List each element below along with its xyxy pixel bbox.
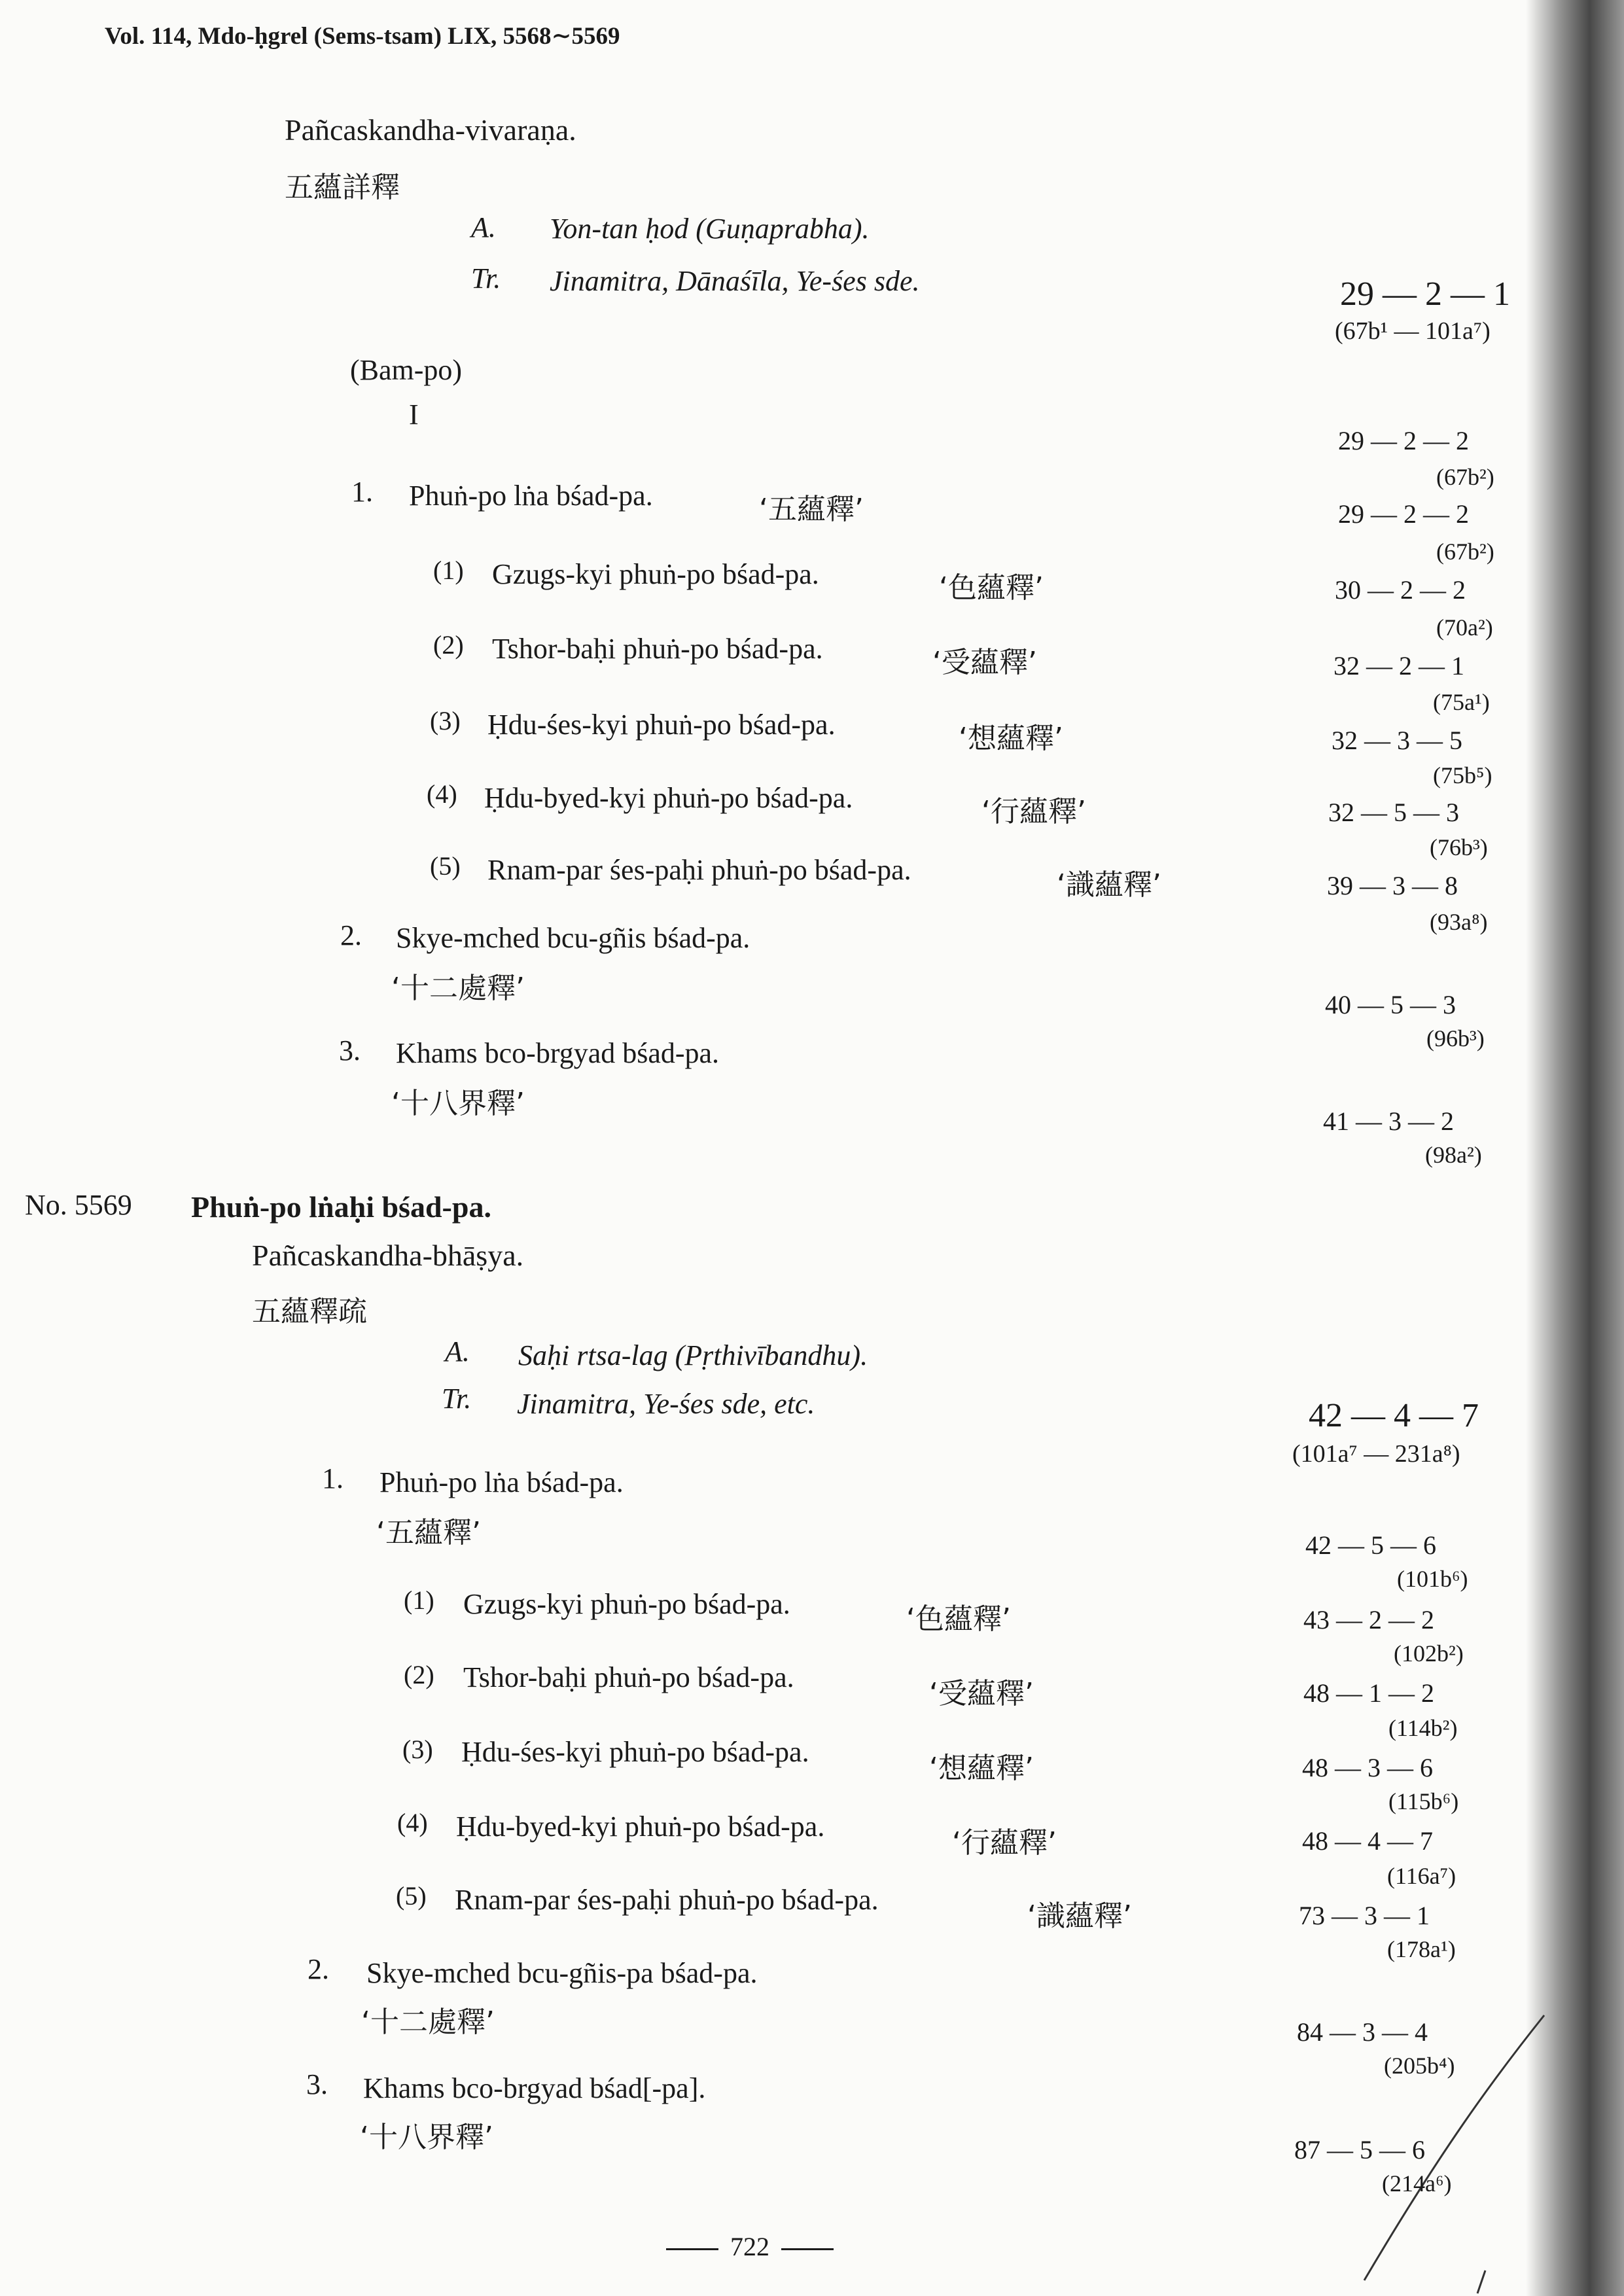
item-location: 41 — 3 — 2	[1323, 1106, 1454, 1136]
item-chinese: ‘五蘊釋’	[759, 493, 864, 526]
translator-label: Tr.	[442, 1383, 472, 1415]
item-chinese: ‘十二處釋’	[361, 2005, 495, 2039]
item-location: 32 — 2 — 1	[1333, 651, 1464, 680]
item-location: 29 — 2 — 2	[1338, 499, 1469, 529]
item-number: 2.	[340, 919, 362, 951]
item-title: Tshor-baḥi phuṅ-po bśad-pa.	[463, 1661, 794, 1693]
item-location: 32 — 3 — 5	[1332, 726, 1462, 755]
item-folio: (96b³)	[1426, 1025, 1485, 1051]
entry-number: No. 5569	[25, 1189, 132, 1221]
item-location: 40 — 5 — 3	[1325, 990, 1456, 1019]
item-location: 30 — 2 — 2	[1335, 575, 1466, 605]
item-folio: (75a¹)	[1433, 689, 1490, 715]
item-chinese: ‘十八界釋’	[360, 2121, 493, 2154]
chinese-title: 五蘊釋疏	[252, 1295, 367, 1328]
item-title: Ḥdu-śes-kyi phuṅ-po bśad-pa.	[487, 709, 836, 741]
item-title: Skye-mched bcu-gñis bśad-pa.	[396, 922, 750, 954]
running-header: Vol. 114, Mdo-ḥgrel (Sems-tsam) LIX, 5568∼5569	[105, 23, 620, 50]
item-chinese: ‘色蘊釋’	[939, 571, 1044, 605]
item-location: 43 — 2 — 2	[1303, 1605, 1434, 1634]
bampo-location: 29 — 2 — 2	[1338, 426, 1469, 455]
folio-range: (67b¹ — 101a⁷)	[1335, 317, 1491, 345]
item-title: Rnam-par śes-paḥi phuṅ-po bśad-pa.	[455, 1884, 879, 1916]
item-title: Gzugs-kyi phuṅ-po bśad-pa.	[492, 558, 819, 590]
item-chinese: ‘行蘊釋’	[952, 1826, 1057, 1860]
author: Saḥi rtsa-lag (Pṛthivībandhu).	[518, 1339, 868, 1371]
translators: Jinamitra, Ye-śes sde, etc.	[517, 1388, 815, 1420]
item-location: 48 — 4 — 7	[1302, 1826, 1433, 1856]
item-chinese: ‘受蘊釋’	[929, 1677, 1034, 1710]
item-title: Khams bco-brgyad bśad[-pa].	[363, 2072, 706, 2104]
bampo-folio: (67b²)	[1436, 464, 1494, 490]
item-chinese: ‘想蘊釋’	[929, 1752, 1034, 1785]
scan-edge-shadow	[1526, 0, 1624, 2296]
item-location: 39 — 3 — 8	[1327, 871, 1458, 900]
item-folio: (98a²)	[1425, 1142, 1482, 1168]
tibetan-title: Phuṅ-po lṅaḥi bśad-pa.	[191, 1190, 491, 1224]
item-folio: (70a²)	[1436, 614, 1493, 641]
item-title: Ḥdu-byed-kyi phuṅ-po bśad-pa.	[484, 782, 853, 814]
item-chinese: ‘想蘊釋’	[959, 722, 1063, 755]
item-folio: (93a⁸)	[1430, 909, 1488, 935]
item-folio: (102b²)	[1394, 1640, 1464, 1667]
page-number: 722	[654, 2231, 845, 2262]
item-folio: (114b²)	[1388, 1715, 1458, 1741]
item-folio: (75b⁵)	[1433, 762, 1492, 788]
item-title: Tshor-baḥi phuṅ-po bśad-pa.	[492, 633, 823, 665]
translators: Jinamitra, Dānaśīla, Ye-śes sde.	[550, 265, 920, 297]
item-number: (1)	[433, 556, 464, 585]
item-folio: (205b⁴)	[1384, 2053, 1455, 2079]
item-title: Skye-mched bcu-gñis-pa bśad-pa.	[366, 1957, 758, 1989]
item-number: (2)	[433, 630, 464, 660]
item-location: 84 — 3 — 4	[1297, 2017, 1428, 2047]
item-folio: (116a⁷)	[1387, 1863, 1456, 1889]
author: Yon-tan ḥod (Guṇaprabha).	[550, 213, 870, 245]
item-title: Ḥdu-byed-kyi phuṅ-po bśad-pa.	[456, 1810, 825, 1843]
item-location: 48 — 1 — 2	[1303, 1678, 1434, 1708]
item-folio: (178a¹)	[1387, 1936, 1456, 1962]
item-folio: (101b⁶)	[1397, 1566, 1468, 1592]
item-chinese: ‘受蘊釋’	[932, 646, 1037, 679]
item-number: (3)	[430, 706, 461, 735]
author-label: A.	[471, 211, 496, 243]
item-chinese: ‘五蘊釋’	[376, 1516, 481, 1549]
item-number: 1.	[322, 1462, 344, 1494]
author-label: A.	[445, 1335, 470, 1368]
item-number: (4)	[427, 779, 457, 809]
sanskrit-title: Pañcaskandha-bhāṣya.	[252, 1239, 524, 1272]
item-chinese: ‘十二處釋’	[391, 972, 525, 1005]
item-location: 87 — 5 — 6	[1294, 2135, 1425, 2164]
item-number: (5)	[396, 1881, 427, 1911]
bampo-label: (Bam-po)	[350, 354, 463, 386]
item-number: (1)	[404, 1585, 434, 1615]
item-chinese: ‘十八界釋’	[391, 1087, 525, 1120]
item-title: Gzugs-kyi phuṅ-po bśad-pa.	[463, 1588, 790, 1620]
item-folio: (67b²)	[1436, 539, 1494, 565]
item-location: 73 — 3 — 1	[1299, 1901, 1430, 1930]
item-chinese: ‘色蘊釋’	[906, 1602, 1011, 1636]
translator-label: Tr.	[471, 262, 501, 294]
item-title: Khams bco-brgyad bśad-pa.	[396, 1037, 720, 1069]
item-number: 3.	[339, 1034, 361, 1067]
chinese-title: 五蘊詳釋	[285, 171, 400, 204]
item-chinese: ‘行蘊釋’	[981, 795, 1086, 828]
item-number: (3)	[402, 1735, 433, 1764]
item-location: 32 — 5 — 3	[1328, 798, 1459, 827]
bampo-number: I	[409, 398, 419, 431]
item-folio: (115b⁶)	[1388, 1788, 1459, 1814]
item-number: 3.	[306, 2068, 328, 2100]
item-title: Ḥdu-śes-kyi phuṅ-po bśad-pa.	[461, 1736, 809, 1768]
item-chinese: ‘識蘊釋’	[1057, 868, 1161, 902]
item-number: (4)	[397, 1808, 428, 1837]
item-number: (5)	[430, 851, 461, 881]
sanskrit-title: Pañcaskandha-vivaraṇa.	[285, 113, 576, 147]
location: 42 — 4 — 7	[1309, 1397, 1479, 1434]
item-location: 48 — 3 — 6	[1302, 1753, 1433, 1782]
item-title: Phuṅ-po lṅa bśad-pa.	[380, 1466, 624, 1498]
item-number: (2)	[404, 1660, 434, 1689]
item-chinese: ‘識蘊釋’	[1027, 1899, 1132, 1933]
item-title: Phuṅ-po lṅa bśad-pa.	[409, 480, 653, 512]
item-folio: (214a⁶)	[1382, 2170, 1452, 2197]
folio-range: (101a⁷ — 231a⁸)	[1292, 1440, 1460, 1468]
item-number: 1.	[351, 476, 373, 508]
item-number: 2.	[308, 1953, 329, 1985]
location: 29 — 2 — 1	[1340, 275, 1510, 313]
item-location: 42 — 5 — 6	[1305, 1530, 1436, 1560]
item-folio: (76b³)	[1430, 834, 1488, 860]
item-title: Rnam-par śes-paḥi phuṅ-po bśad-pa.	[487, 854, 911, 886]
